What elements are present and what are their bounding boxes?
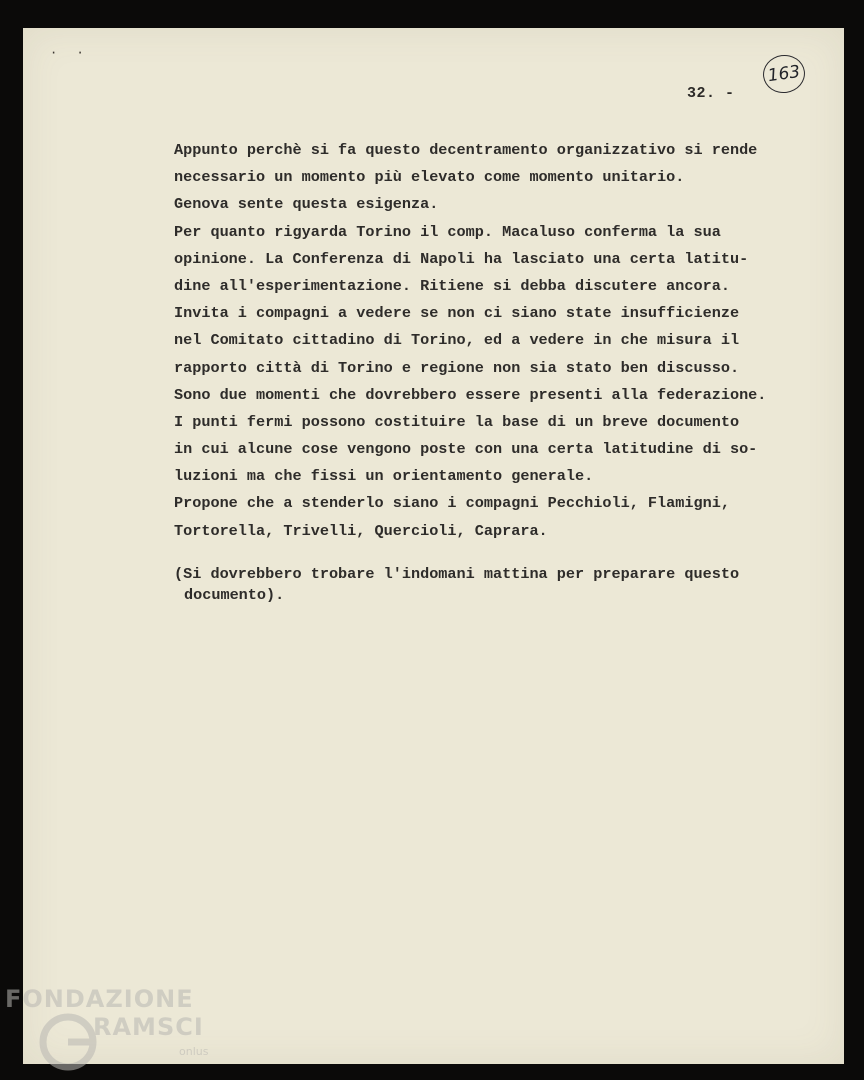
watermark-line-1: FONDAZIONE — [5, 985, 194, 1013]
watermark-line-2: RAMSCI — [93, 1013, 204, 1041]
text-line-5: opinione. La Conferenza di Napoli ha lasciato una certa latitu- — [174, 249, 749, 268]
page-number: 32. - — [687, 85, 735, 102]
text-line-1: Appunto perchè si fa questo decentramento organizzativo si rende — [174, 141, 758, 159]
parenthetical-note — [174, 564, 824, 606]
note-line-2: documento). — [184, 586, 285, 604]
text-line-6: dine all'esperimentazione. Ritiene si debba discutere ancora. — [174, 276, 730, 295]
text-line-8: nel Comitato cittadino di Torino, ed a vedere in che misura il — [174, 331, 740, 350]
text-line-4: Per quanto rigyarda Torino il comp. Macaluso conferma la sua — [174, 222, 721, 241]
note-line-1: (Si dovrebbero trobare l'indomani mattina per preparare questo — [174, 565, 740, 583]
text-line-7: Invita i compagni a vedere se non ci siano state insufficienze — [174, 304, 740, 323]
fondazione-gramsci-watermark — [5, 985, 235, 1080]
corner-marks: · · — [50, 46, 90, 60]
watermark-g-logo-icon — [37, 1011, 99, 1073]
text-line-13: luzioni ma che fissi un orientamento generale. — [174, 467, 594, 486]
text-line-9: rapporto città di Torino e regione non sia stato ben discusso. — [174, 358, 740, 377]
text-line-12: in cui alcune cose vengono poste con una certa latitudine di so- — [174, 440, 758, 459]
text-line-3: Genova sente questa esigenza. — [174, 195, 439, 214]
text-line-2: necessario un momento più elevato come momento unitario. — [174, 168, 685, 187]
text-line-15: Tortorella, Trivelli, Quercioli, Caprara. — [174, 521, 548, 540]
typewritten-body — [174, 137, 824, 545]
archive-number-text: 163 — [766, 61, 802, 87]
text-line-14: Propone che a stenderlo siano i compagni Pecchioli, Flamigni, — [174, 494, 730, 513]
text-line-10: Sono due momenti che dovrebbero essere presenti alla federazione. — [174, 385, 767, 404]
text-line-11: I punti fermi possono costituire la base di un breve documento — [174, 412, 740, 431]
watermark-suffix: onlus — [179, 1045, 209, 1058]
